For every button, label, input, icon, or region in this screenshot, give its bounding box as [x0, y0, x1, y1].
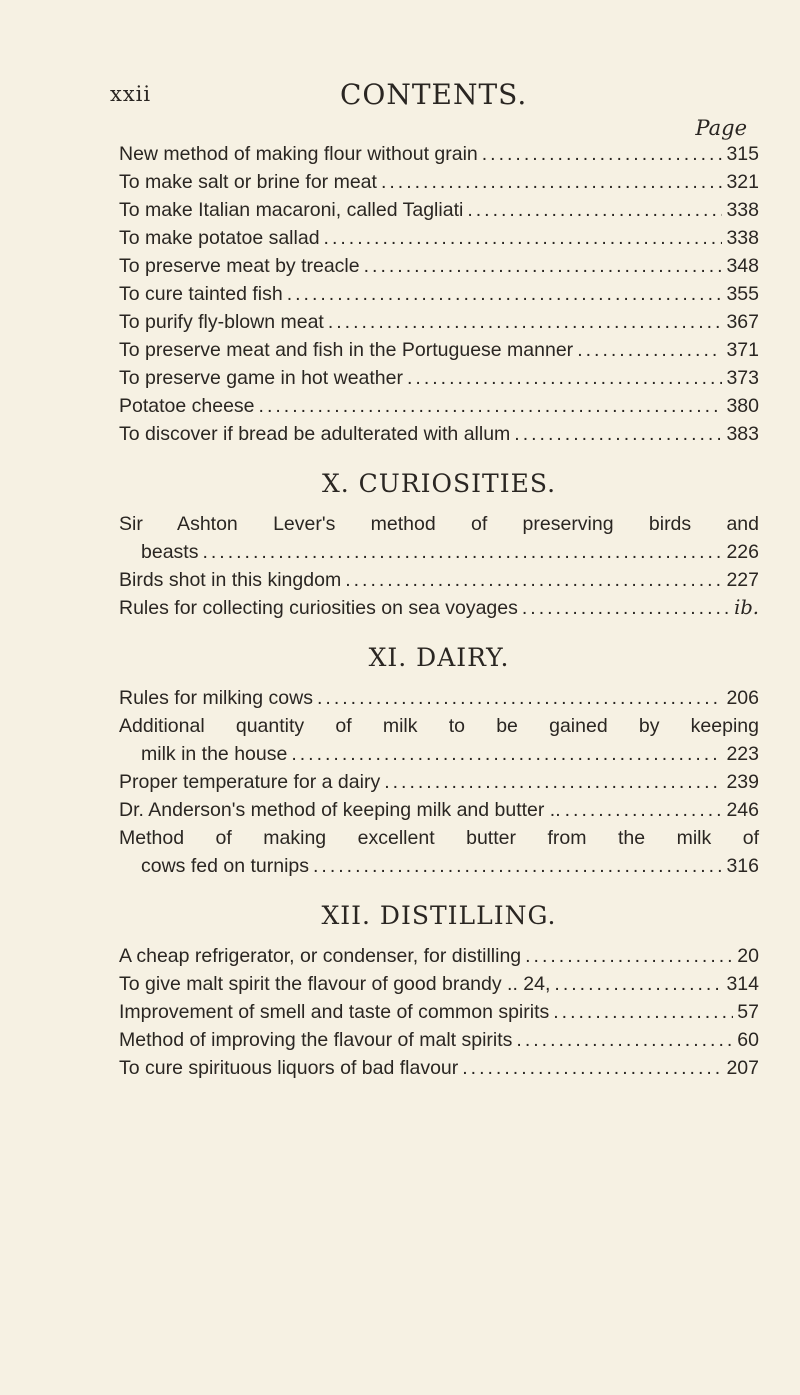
section-heading [119, 466, 759, 502]
contents-list [119, 140, 759, 1082]
dot-leader [565, 796, 723, 824]
contents-entry [119, 768, 759, 796]
dot-leader [482, 140, 723, 168]
section-heading-text: XI. DAIRY. [368, 643, 510, 672]
entry-title: To cure spirituous liquors of bad flavour [119, 1057, 459, 1079]
dot-leader [381, 168, 723, 196]
contents-entry-line [119, 510, 759, 538]
contents-entry [119, 796, 759, 824]
dot-leader [577, 336, 722, 364]
entry-page-number: 367 [726, 311, 759, 333]
contents-entry [119, 224, 759, 252]
entry-page-number: 227 [726, 569, 759, 591]
entry-page-number: 348 [726, 255, 759, 277]
entry-page-number: 226 [726, 541, 759, 563]
contents-entry [119, 196, 759, 224]
entry-title: Rules for collecting curiosities on sea voyages [119, 597, 518, 619]
contents-entry [119, 538, 759, 566]
entry-page-number: 321 [726, 171, 759, 193]
dot-leader [522, 594, 730, 622]
contents-entry [119, 998, 759, 1026]
page-number: xxii [110, 82, 152, 106]
entry-title: To purify fly-blown meat [119, 311, 324, 333]
contents-entry [119, 140, 759, 168]
page-header [110, 78, 770, 112]
contents-entry [119, 252, 759, 280]
contents-entry [119, 566, 759, 594]
dot-leader [345, 566, 722, 594]
contents-entry [119, 740, 759, 768]
entry-title: Additional quantity of milk to be gained by keeping [119, 715, 759, 737]
entry-title: Dr. Anderson's method of keeping milk and butter .. [119, 799, 561, 821]
contents-entry [119, 852, 759, 880]
entry-page-number: 246 [726, 799, 759, 821]
dot-leader [324, 224, 723, 252]
entry-page-number: 57 [737, 1001, 759, 1023]
dot-leader [553, 998, 733, 1026]
entry-title: Method of making excellent butter from the milk of [119, 827, 759, 849]
entry-page-number: 206 [726, 687, 759, 709]
entry-page-number: ib. [734, 596, 759, 619]
entry-page-number: 380 [726, 395, 759, 417]
contents-entry [119, 684, 759, 712]
dot-leader [525, 942, 733, 970]
dot-leader [202, 538, 722, 566]
dot-leader [259, 392, 723, 420]
dot-leader [287, 280, 723, 308]
dot-leader [462, 1054, 722, 1082]
entry-title: New method of making flour without grain [119, 143, 478, 165]
entry-page-number: 20 [737, 945, 759, 967]
entry-page-number: 314 [726, 973, 759, 995]
dot-leader [554, 970, 722, 998]
section-heading-text: XII. DISTILLING. [321, 901, 557, 930]
entry-page-number: 207 [726, 1057, 759, 1079]
entry-page-number: 355 [726, 283, 759, 305]
entry-title: Potatoe cheese [119, 395, 255, 417]
dot-leader [467, 196, 722, 224]
dot-leader [516, 1026, 733, 1054]
contents-entry [119, 364, 759, 392]
entry-title: beasts [141, 541, 199, 563]
dot-leader [313, 852, 722, 880]
contents-entry [119, 280, 759, 308]
section-heading [119, 898, 759, 934]
entry-page-number: 223 [726, 743, 759, 765]
entry-title: To preserve meat and fish in the Portuguese manner [119, 339, 574, 361]
contents-entry [119, 168, 759, 196]
entry-page-number: 338 [726, 199, 759, 221]
entry-title: Improvement of smell and taste of common spirits [119, 1001, 550, 1023]
dot-leader [384, 768, 722, 796]
contents-entry [119, 1026, 759, 1054]
contents-entry [119, 594, 759, 622]
entry-title: To make potatoe sallad [119, 227, 320, 249]
entry-page-number: 373 [726, 367, 759, 389]
entry-title: Proper temperature for a dairy [119, 771, 381, 793]
entry-page-number: 316 [726, 855, 759, 877]
contents-entry [119, 1054, 759, 1082]
contents-entry-line [119, 824, 759, 852]
contents-entry [119, 420, 759, 448]
entry-page-number: 315 [726, 143, 759, 165]
dot-leader [291, 740, 722, 768]
contents-entry [119, 336, 759, 364]
dot-leader [514, 420, 722, 448]
entry-title: Sir Ashton Lever's method of preserving birds and [119, 513, 759, 535]
entry-page-number: 60 [737, 1029, 759, 1051]
entry-title: A cheap refrigerator, or condenser, for distilling [119, 945, 522, 967]
entry-page-number: 338 [726, 227, 759, 249]
entry-title: To preserve game in hot weather [119, 367, 403, 389]
contents-entry [119, 942, 759, 970]
entry-title: To preserve meat by treacle [119, 255, 360, 277]
entry-title: To make Italian macaroni, called Tagliati [119, 199, 464, 221]
entry-title: cows fed on turnips [141, 855, 310, 877]
dot-leader [317, 684, 722, 712]
entry-page-number: 239 [726, 771, 759, 793]
contents-entry [119, 308, 759, 336]
entry-title: To cure tainted fish [119, 283, 283, 305]
section-heading-text: X. CURIOSITIES. [321, 469, 557, 498]
contents-entry [119, 392, 759, 420]
page-column-heading: Page [695, 116, 747, 140]
dot-leader [407, 364, 722, 392]
entry-page-number: 371 [726, 339, 759, 361]
entry-title: To give malt spirit the flavour of good brandy .. 24, [119, 973, 551, 995]
entry-page-number: 383 [726, 423, 759, 445]
entry-title: To make salt or brine for meat [119, 171, 377, 193]
entry-title: To discover if bread be adulterated with allum [119, 423, 511, 445]
entry-title: Method of improving the flavour of malt spirits [119, 1029, 513, 1051]
contents-entry [119, 970, 759, 998]
running-title: CONTENTS. [340, 78, 528, 111]
contents-entry-line [119, 712, 759, 740]
section-heading [119, 640, 759, 676]
dot-leader [328, 308, 723, 336]
entry-title: milk in the house [141, 743, 288, 765]
dot-leader [364, 252, 723, 280]
entry-title: Rules for milking cows [119, 687, 313, 709]
entry-title: Birds shot in this kingdom [119, 569, 342, 591]
